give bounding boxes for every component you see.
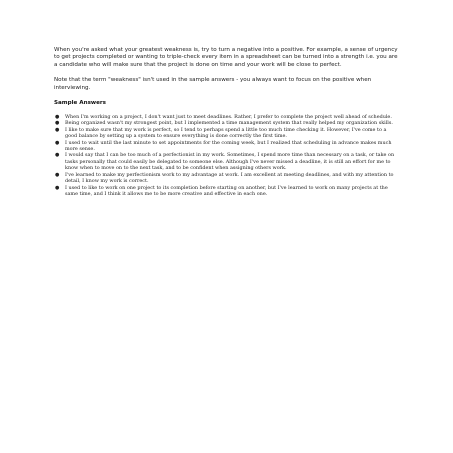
intro-paragraph: When you're asked what your greatest weakness is, try to turn a negative into a positive. For example, a sense of urgency to get projects completed or wanting to triple-check every item in a spreadsheet can be turned into a strength i.e. you are a candidate who will make sure that the project is done on time and your work will be close to perfect.	[54, 47, 398, 68]
bullet-icon: ●	[55, 184, 60, 191]
list-item	[54, 140, 400, 153]
bullet-icon: ●	[55, 171, 60, 178]
bullet-icon: ●	[55, 139, 60, 146]
bullet-icon: ●	[55, 152, 60, 159]
note-paragraph: Note that the term "weakness" isn't used in the sample answers - you always want to focus on the positive when interviewing.	[54, 77, 372, 91]
sample-answers-list	[54, 114, 400, 197]
answer-text: I used to like to work on one project to its completion before starting on another, but I've learned to work on many projects at the same time, and I think it allows me to be more creative and effective in each one.	[65, 184, 388, 197]
answer-text: When I'm working on a project, I don't want just to meet deadlines. Rather, I prefer to complete the project well ahead of schedule.	[65, 114, 392, 121]
list-item	[54, 172, 400, 185]
bullet-icon: ●	[55, 114, 60, 121]
answer-text: I like to make sure that my work is perfect, so I tend to perhaps spend a little too much time checking it. However, I've come to a good balance by setting up a system to ensure everything is done correctly the first time.	[65, 126, 387, 140]
answer-text: Being organized wasn't my strongest point, but I implemented a time management system that really helped my organization skills.	[65, 120, 393, 127]
answer-text: I've learned to make my perfectionism work to my advantage at work. I am excellent at meeting deadlines, and with my attention to detail, I know my work is correct.	[65, 171, 394, 185]
list-item	[54, 152, 400, 171]
list-item	[54, 185, 400, 198]
answer-text: I used to wait until the last minute to set appointments for the coming week, but I realized that scheduling in advance makes much more sense.	[65, 139, 392, 153]
bullet-icon: ●	[55, 126, 60, 133]
document-content	[54, 47, 400, 197]
list-item	[54, 127, 400, 140]
section-heading: Sample Answers	[54, 100, 106, 107]
answer-text: I would say that I can be too much of a perfectionist in my work. Sometimes, I spend more time than necessary on a task, or take on tasks personally that could easily be delegated to someone else. Although I've never missed a deadline, it is still an effort for me to know when to move on to the next task, and to be confident when assigning others work.	[65, 152, 395, 172]
bullet-icon: ●	[55, 120, 60, 127]
